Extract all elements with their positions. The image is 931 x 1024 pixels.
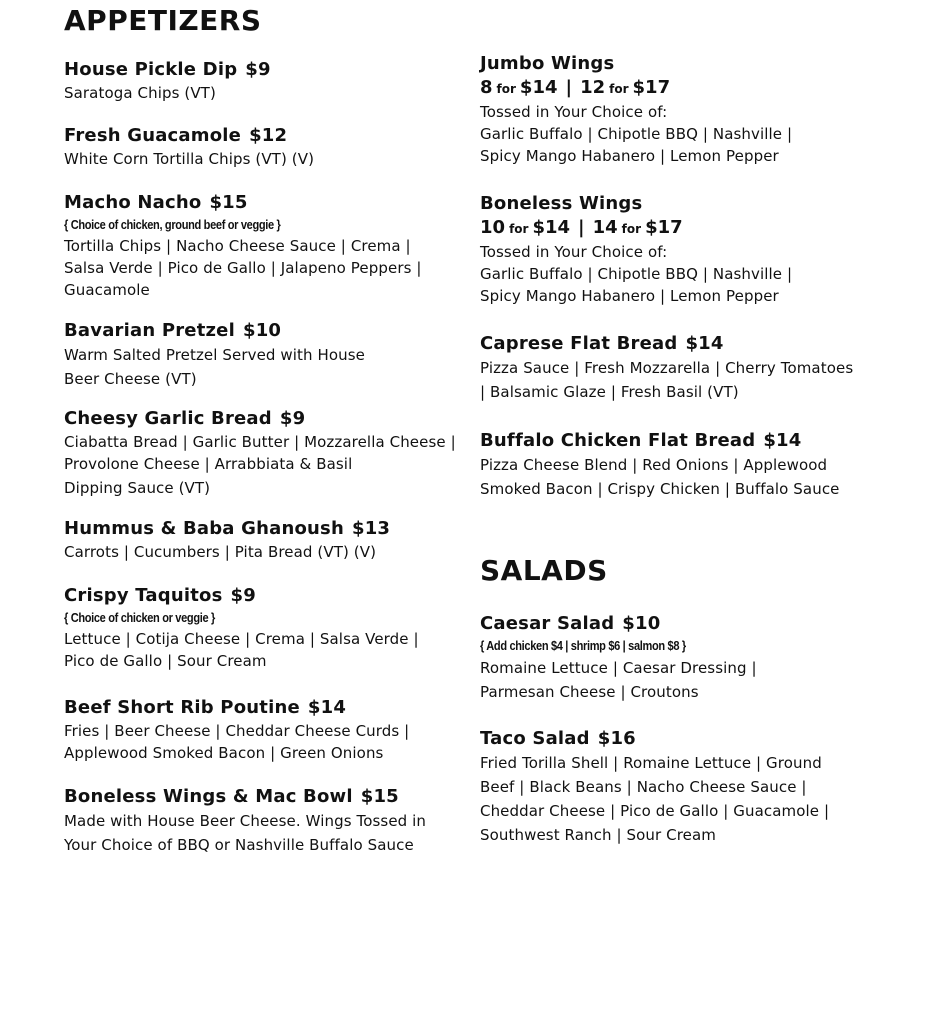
description-line: Saratoga Chips (VT) bbox=[64, 84, 216, 102]
price-separator: | bbox=[565, 77, 573, 98]
item-description bbox=[64, 82, 464, 104]
item-title bbox=[64, 124, 464, 148]
description-line: | Balsamic Glaze | Fresh Basil (VT) bbox=[480, 383, 739, 401]
item-price: $12 bbox=[249, 125, 288, 146]
item-title bbox=[64, 319, 464, 343]
item-price: $10 bbox=[242, 320, 282, 341]
description-line: Pizza Sauce | Fresh Mozzarella | Cherry Tomatoes bbox=[480, 359, 854, 377]
item-title bbox=[64, 584, 464, 608]
description-line: Provolone Cheese | Arrabbiata & Basil bbox=[64, 455, 353, 473]
item-name: House Pickle Dip bbox=[64, 59, 238, 80]
menu-item-fresh-guacamole bbox=[64, 124, 464, 170]
item-price: $14 bbox=[519, 77, 558, 98]
quantity: 12 bbox=[580, 77, 606, 98]
description-line: White Corn Tortilla Chips (VT) (V) bbox=[64, 150, 315, 168]
item-title bbox=[64, 58, 464, 82]
description-line: Parmesan Cheese | Croutons bbox=[480, 683, 699, 701]
description-line: Tossed in Your Choice of: bbox=[480, 103, 668, 121]
item-pricing bbox=[480, 76, 900, 101]
item-price: $15 bbox=[209, 192, 248, 213]
item-description bbox=[64, 541, 464, 563]
description-line: Cheddar Cheese | Pico de Gallo | Guacamole | bbox=[480, 802, 830, 820]
menu-item-taco-salad bbox=[480, 727, 900, 847]
menu-item-buffalo-chicken-flat-bread bbox=[480, 429, 900, 501]
item-price: $9 bbox=[230, 585, 256, 606]
description-line: Applewood Smoked Bacon | Green Onions bbox=[64, 744, 384, 762]
menu-item-boneless-wings bbox=[480, 192, 900, 307]
item-price: $9 bbox=[245, 59, 271, 80]
item-name: Taco Salad bbox=[480, 728, 590, 749]
description-line: Pico de Gallo | Sour Cream bbox=[64, 652, 267, 670]
price-separator: | bbox=[578, 217, 585, 238]
for-label: for bbox=[609, 82, 629, 96]
item-description bbox=[480, 751, 900, 847]
item-description bbox=[64, 235, 464, 301]
description-line: Your Choice of BBQ or Nashville Buffalo Sauce bbox=[64, 836, 414, 854]
item-title bbox=[64, 191, 464, 215]
menu-item-crispy-taquitos bbox=[64, 584, 464, 672]
description-line: Made with House Beer Cheese. Wings Tossed in bbox=[64, 812, 427, 830]
appetizers-heading: APPETIZERS bbox=[64, 4, 262, 37]
salads-heading: SALADS bbox=[480, 554, 608, 587]
description-line: Tossed in Your Choice of: bbox=[480, 243, 668, 261]
item-description bbox=[64, 343, 464, 391]
item-name: Boneless Wings bbox=[480, 193, 643, 214]
description-line: Dipping Sauce (VT) bbox=[64, 479, 211, 497]
item-description bbox=[64, 431, 464, 501]
description-line: Southwest Ranch | Sour Cream bbox=[480, 826, 716, 844]
item-title bbox=[480, 727, 900, 751]
menu-item-caesar-salad bbox=[480, 612, 900, 704]
quantity: 14 bbox=[592, 217, 618, 238]
description-line: Beef | Black Beans | Nacho Cheese Sauce | bbox=[480, 778, 807, 796]
item-description bbox=[480, 101, 900, 167]
description-line: Tortilla Chips | Nacho Cheese Sauce | Crema | bbox=[64, 237, 411, 255]
item-title bbox=[480, 612, 900, 636]
menu-item-bavarian-pretzel bbox=[64, 319, 464, 391]
item-price: $14 bbox=[763, 430, 802, 451]
description-line: Spicy Mango Habanero | Lemon Pepper bbox=[480, 147, 779, 165]
item-description bbox=[480, 356, 900, 404]
item-title bbox=[64, 785, 464, 809]
item-pricing bbox=[480, 216, 900, 241]
description-line: Fried Torilla Shell | Romaine Lettuce | Ground bbox=[480, 754, 822, 772]
item-description bbox=[480, 453, 900, 501]
item-price: $13 bbox=[351, 518, 391, 539]
description-line: Ciabatta Bread | Garlic Butter | Mozzarella Cheese | bbox=[64, 433, 456, 451]
description-line: Lettuce | Cotija Cheese | Crema | Salsa Verde | bbox=[64, 630, 419, 648]
item-name: Bavarian Pretzel bbox=[64, 320, 235, 341]
description-line: Guacamole bbox=[64, 281, 150, 299]
description-line: Spicy Mango Habanero | Lemon Pepper bbox=[480, 287, 779, 305]
description-line: Romaine Lettuce | Caesar Dressing | bbox=[480, 659, 757, 677]
item-option-note: { Add chicken $4 | shrimp $6 | salmon $8 } bbox=[480, 638, 686, 653]
description-line: Salsa Verde | Pico de Gallo | Jalapeno Peppers | bbox=[64, 259, 422, 277]
menu-item-beef-short-rib-poutine bbox=[64, 696, 464, 764]
item-name: Hummus & Baba Ghanoush bbox=[64, 518, 344, 539]
item-name: Beef Short Rib Poutine bbox=[64, 697, 300, 718]
item-price: $10 bbox=[622, 613, 661, 634]
item-name: Fresh Guacamole bbox=[64, 125, 242, 146]
item-description bbox=[480, 241, 900, 307]
item-title bbox=[64, 517, 464, 541]
description-line: Carrots | Cucumbers | Pita Bread (VT) (V) bbox=[64, 543, 377, 561]
item-price: $9 bbox=[279, 408, 306, 429]
quantity: 10 bbox=[480, 217, 506, 238]
item-name: Cheesy Garlic Bread bbox=[64, 408, 272, 429]
item-title bbox=[64, 407, 464, 431]
item-name: Buffalo Chicken Flat Bread bbox=[480, 430, 756, 451]
item-price: $14 bbox=[685, 333, 724, 354]
menu-item-cheesy-garlic-bread bbox=[64, 407, 464, 501]
menu-item-caprese-flat-bread bbox=[480, 332, 900, 404]
quantity: 8 bbox=[480, 77, 493, 98]
item-description bbox=[64, 628, 464, 672]
item-price: $14 bbox=[307, 697, 347, 718]
description-line: Fries | Beer Cheese | Cheddar Cheese Curds | bbox=[64, 722, 410, 740]
item-price: $17 bbox=[632, 77, 671, 98]
menu-item-macho-nacho bbox=[64, 191, 464, 301]
item-option-note: { Choice of chicken or veggie } bbox=[64, 610, 215, 625]
item-name: Caprese Flat Bread bbox=[480, 333, 678, 354]
description-line: Beer Cheese (VT) bbox=[64, 370, 197, 388]
menu-item-boneless-wings-mac-bowl bbox=[64, 785, 464, 857]
item-price: $14 bbox=[532, 217, 571, 238]
item-description bbox=[64, 720, 464, 764]
menu-item-jumbo-wings bbox=[480, 52, 900, 167]
item-price: $16 bbox=[597, 728, 636, 749]
item-option-note: { Choice of chicken, ground beef or veggie } bbox=[64, 217, 281, 232]
item-description bbox=[480, 656, 900, 704]
for-label: for bbox=[621, 222, 642, 236]
description-line: Warm Salted Pretzel Served with House bbox=[64, 346, 366, 364]
item-name: Macho Nacho bbox=[64, 192, 202, 213]
item-name: Boneless Wings & Mac Bowl bbox=[64, 786, 353, 807]
item-price: $17 bbox=[645, 217, 683, 238]
menu-item-hummus-baba-ghanoush bbox=[64, 517, 464, 563]
for-label: for bbox=[509, 222, 529, 236]
description-line: Garlic Buffalo | Chipotle BBQ | Nashville | bbox=[480, 125, 793, 143]
description-line: Smoked Bacon | Crispy Chicken | Buffalo Sauce bbox=[480, 480, 840, 498]
item-name: Crispy Taquitos bbox=[64, 585, 223, 606]
description-line: Garlic Buffalo | Chipotle BBQ | Nashville | bbox=[480, 265, 793, 283]
item-name: Jumbo Wings bbox=[480, 53, 615, 74]
item-price: $15 bbox=[360, 786, 399, 807]
item-title bbox=[480, 429, 900, 453]
menu-item-house-pickle-dip bbox=[64, 58, 464, 104]
item-name: Caesar Salad bbox=[480, 613, 615, 634]
for-label: for bbox=[496, 82, 516, 96]
description-line: Pizza Cheese Blend | Red Onions | Applewood bbox=[480, 456, 828, 474]
item-title bbox=[64, 696, 464, 720]
item-description bbox=[64, 809, 464, 857]
item-description bbox=[64, 148, 464, 170]
item-title bbox=[480, 332, 900, 356]
